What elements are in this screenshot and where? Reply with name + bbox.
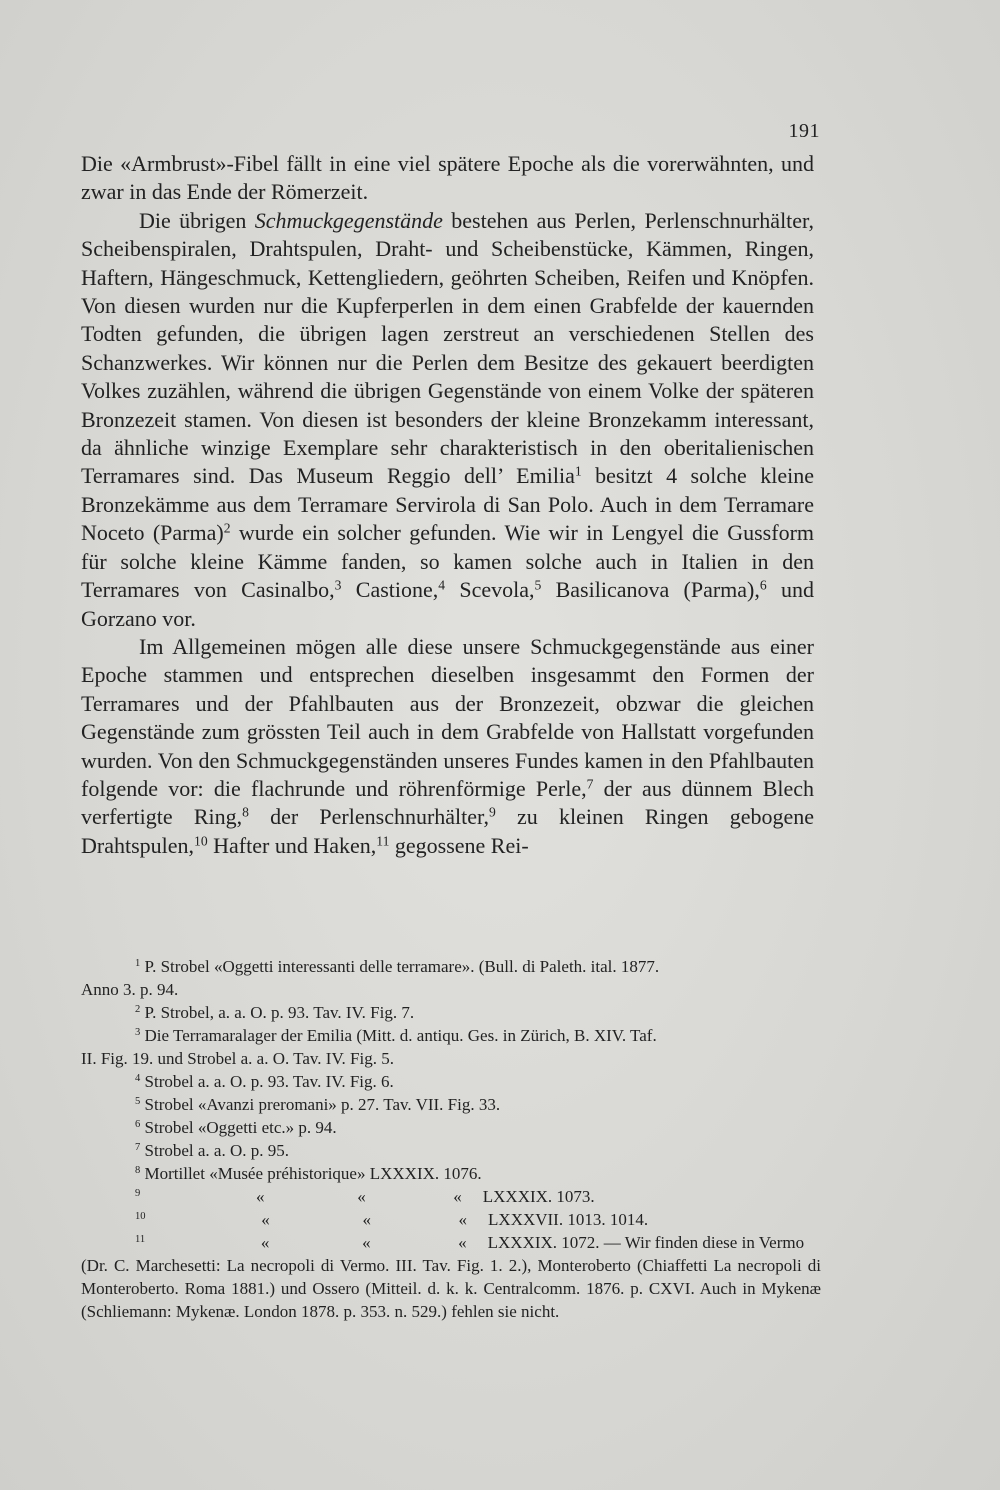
footnote	[81, 1001, 821, 1024]
text-run: der aus dünnem Blech verfertigte Ring,	[81, 775, 815, 830]
ditto-mark: «	[458, 1210, 468, 1229]
footnote	[81, 1024, 821, 1047]
footnote-text: LXXXIX. 1073.	[482, 1187, 595, 1206]
text-run: Hafter und Haken,	[207, 832, 377, 858]
text-run: Castione,	[341, 577, 439, 603]
footnote-ref: 2	[223, 520, 231, 536]
text-run: zu kleinen Ringen gebogene Drahtspulen,	[81, 804, 814, 858]
footnote-ref: 5	[534, 577, 542, 593]
footnote-number: 10	[135, 1211, 146, 1223]
footnote	[81, 1093, 821, 1116]
footnote-text: P. Strobel «Oggetti interessanti delle terramare». (Bull. di Paleth. ital. 1877.	[144, 957, 660, 976]
footnote-text: Mortillet «Musée préhistorique» LXXXIX. 1076.	[144, 1164, 482, 1183]
footnote-number: 8	[135, 1165, 141, 1177]
footnote	[81, 1231, 821, 1254]
ditto-mark: «	[458, 1233, 467, 1252]
footnote-ref: 9	[488, 804, 496, 820]
text-run: Scevola,	[445, 577, 535, 603]
footnote-number: 4	[135, 1073, 141, 1085]
footnote-continuation: Anno 3. p. 94.	[81, 980, 179, 999]
emphasis-text: Schmuckgegenstände	[254, 207, 443, 233]
footnote-text: Strobel a. a. O. p. 95.	[144, 1141, 289, 1160]
page-number: 191	[788, 120, 820, 142]
paragraph	[81, 633, 814, 860]
text-run: gegossene Rei-	[389, 832, 529, 858]
footnote-ref: 7	[586, 776, 594, 792]
footnote-continuation: II. Fig. 19. und Strobel a. a. O. Tav. IV. Fig. 5.	[81, 1049, 394, 1068]
footnote-number: 9	[135, 1188, 141, 1200]
ditto-mark: «	[357, 1187, 366, 1206]
text-run: Die «Armbrust»-Fibel fällt in eine viel spätere Epoche als die vorerwähnten, und zwar in das Ende der Römerzeit.	[81, 151, 814, 205]
text-run: Basilicanova (Parma),	[541, 577, 760, 603]
footnote-text: Strobel «Avanzi preromani» p. 27. Tav. VII. Fig. 33.	[144, 1095, 501, 1114]
text-run: bestehen aus Perlen, Perlenschnurhälter, Scheibenspiralen, Drahtspulen, Draht- und Scheibenstücke, Kämmen, Ringen, Haftern, Hängeschmuck, Kettengliedern, geöhrten Scheiben, Reifen und Knöpfen. Von diesen wurden nur die Kupferperlen in dem einen Grabfelde der kauernden Todten gefunden, die übrigen lagen zerstreut an verschiedenen Stellen des Schanzwerkes. Wir können nur die Perlen dem Besitze des gekauert beerdigten Volkes zuzählen, während die übrigen Gegenstände von einem Volke der späteren Bronzezeit stamen. Von diesen ist besonders der kleine Bronzekamm interessant, da ähnliche winzige Exemplare sehr charakteristisch in den oberitalienischen Terramares sind. Das Museum Reggio dell’ Emilia	[81, 207, 814, 489]
footnote	[81, 955, 821, 978]
text-run: wurde ein solcher gefunden. Wie wir in Lengyel die Gussform für solche kleine Kämme fanden, so kamen solche auch in Italien in den Terramares von Casinalbo,	[81, 520, 815, 603]
ditto-mark: «	[362, 1210, 372, 1229]
footnote-number: 7	[135, 1142, 141, 1154]
ditto-mark: «	[260, 1233, 270, 1252]
main-text	[81, 150, 814, 860]
footnotes	[81, 955, 821, 1323]
paragraph	[81, 207, 814, 633]
footnote-number: 3	[135, 1027, 141, 1039]
footnote	[81, 1070, 821, 1093]
ditto-mark: «	[256, 1187, 265, 1206]
footnote-number: 6	[135, 1119, 141, 1131]
ditto-mark: «	[362, 1233, 371, 1252]
footnote-number: 11	[135, 1234, 146, 1246]
footnote-text: Die Terramaralager der Emilia (Mitt. d. antiqu. Ges. in Zürich, B. XIV. Taf.	[144, 1026, 657, 1045]
footnote	[81, 1185, 821, 1208]
footnote-text: LXXXVII. 1013. 1014.	[488, 1210, 649, 1229]
text-run: und Gorzano vor.	[81, 577, 814, 631]
text-run: Im Allgemeinen mögen alle diese unsere Schmuckgegenstände aus einer Epoche stammen und entsprechen dieselben insgesammt den Formen der Terramares und der Pfahlbauten aus der Bronzezeit, obzwar die gleichen Gegenstände zum grössten Teil auch in dem Grabfelde von Hallstatt vorgefunden wurden. Von den Schmuckgegenständen unseres Fundes kamen in den Pfahlbauten folgende vor: die flachrunde und röhrenförmige Perle,	[81, 633, 814, 801]
ditto-mark: «	[453, 1187, 462, 1206]
footnote-number: 5	[135, 1096, 141, 1108]
footnote-text: Strobel a. a. O. p. 93. Tav. IV. Fig. 6.	[144, 1072, 394, 1091]
footnote-ref: 8	[242, 804, 249, 820]
footnote	[81, 1139, 821, 1162]
footnote-text: P. Strobel, a. a. O. p. 93. Tav. IV. Fig. 7.	[144, 1003, 415, 1022]
footnote-ref: 6	[759, 577, 767, 593]
footnote-ref: 4	[438, 577, 446, 593]
footnote-text: LXXXIX. 1072. — Wir finden diese in Vermo	[487, 1233, 805, 1252]
footnote-ref: 1	[574, 463, 582, 479]
footnote-continuation: (Dr. C. Marchesetti: La necropoli di Vermo. III. Tav. Fig. 1. 2.), Monteroberto (Chiaffetti La necropoli di Monteroberto. Roma 1881.) und Ossero (Mitteil. d. k. k. Centralcomm. 1876. p. CXVI. Auch in Mykenæ (Schliemann: Mykenæ. London 1878. p. 353. n. 529.) fehlen sie nicht.	[81, 1256, 821, 1321]
footnote-number: 2	[135, 1004, 141, 1016]
footnote-number: 1	[135, 958, 141, 970]
footnote-text: Strobel «Oggetti etc.» p. 94.	[144, 1118, 337, 1137]
text-run: besitzt 4 solche kleine Bronzekämme aus dem Terramare Servirola di San Polo. Auch in dem Terramare Noceto (Parma)	[81, 463, 815, 546]
ditto-mark: «	[261, 1210, 270, 1229]
footnote-ref: 3	[334, 577, 342, 593]
text-run: Die übrigen	[139, 207, 255, 233]
paragraph	[81, 150, 814, 207]
footnote	[81, 1208, 821, 1231]
footnote-ref: 10	[194, 833, 208, 849]
text-run: der Perlenschnurhälter,	[248, 804, 489, 830]
footnote	[81, 1162, 821, 1185]
footnote-ref: 11	[376, 833, 390, 849]
footnote	[81, 1116, 821, 1139]
